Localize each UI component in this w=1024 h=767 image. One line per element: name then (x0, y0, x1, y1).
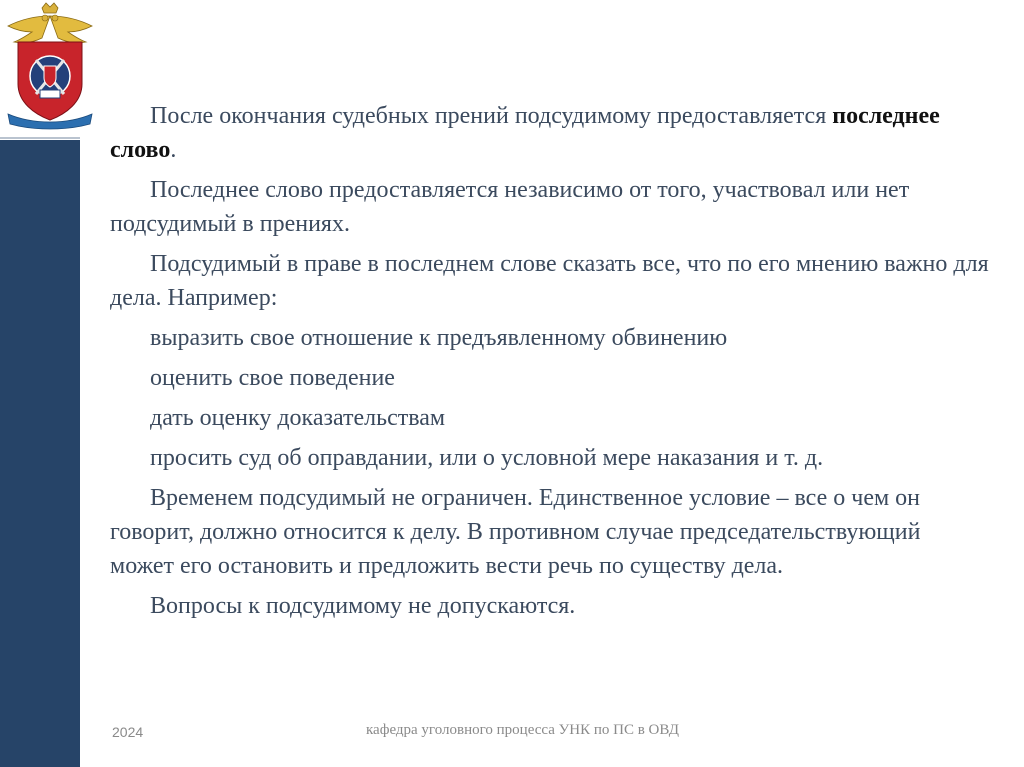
paragraph-last-word-text: После окончания судебных прений подсудимому предоставляется (150, 103, 833, 129)
list-item-express-attitude: выразить свое отношение к предъявленному обвинению (150, 325, 728, 351)
paragraph-time-limit: Временем подсудимый не ограничен. Единственное условие – все о чем он говорит, должно относится к делу. В противном случае председательствующий может его остановить и предложить вести речь по существу дела. (110, 485, 921, 579)
paragraph-right-to-speak: Подсудимый в праве в последнем слове сказать все, что по его мнению важно для дела. Например: (110, 251, 989, 311)
paragraph-no-questions: Вопросы к подсудимому не допускаются. (150, 593, 576, 619)
slide-body (110, 99, 990, 629)
paragraph-independence: Последнее слово предоставляется независимо от того, участвовал или нет подсудимый в прениях. (110, 177, 910, 237)
sidebar-top-rule (0, 137, 80, 139)
paragraph-last-word-end: . (170, 137, 177, 163)
list-item-ask-acquittal: просить суд об оправдании, или о условной мере наказания и т. д. (150, 445, 824, 471)
bold-term-last-word: последнее слово (110, 103, 940, 163)
list-item-assess-behavior: оценить свое поведение (150, 365, 395, 391)
emblem-icon (2, 2, 98, 130)
list-item-assess-evidence: дать оценку доказательствам (150, 405, 446, 431)
footer-year: 2024 (112, 724, 144, 740)
left-sidebar-bar (0, 140, 80, 767)
paragraph-last-word (110, 99, 990, 167)
footer-department: кафедра уголовного процесса УНК по ПС в ОВД (366, 722, 680, 738)
